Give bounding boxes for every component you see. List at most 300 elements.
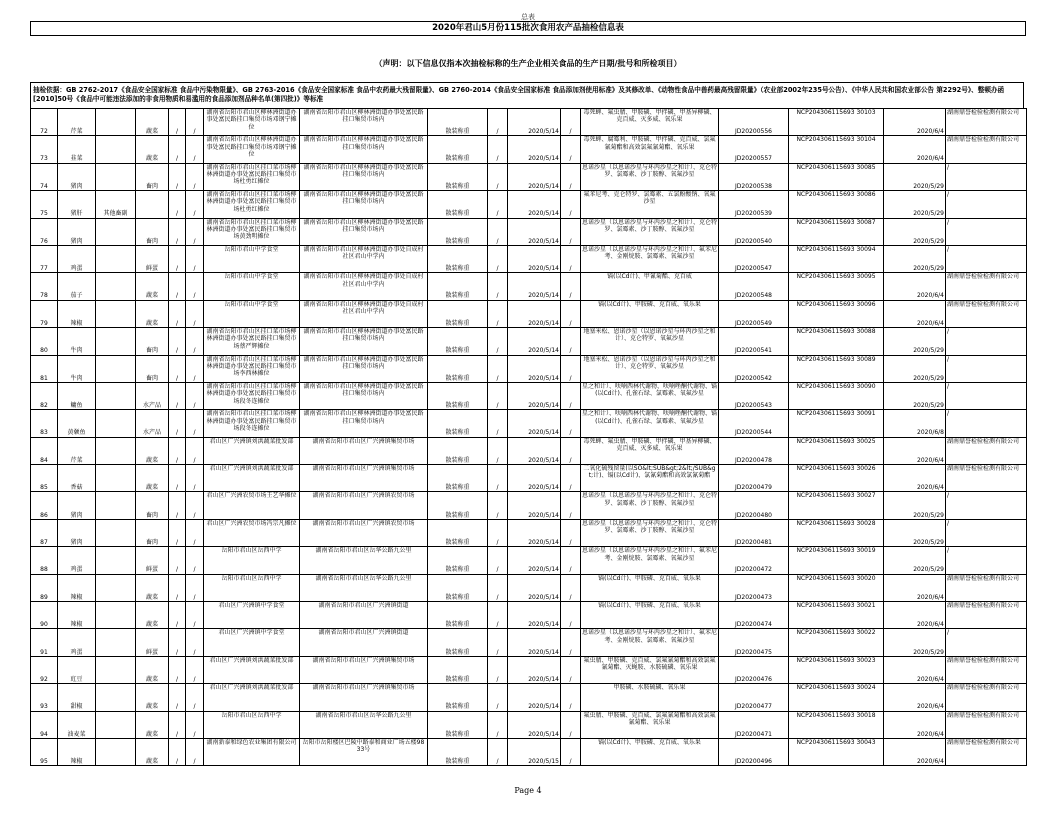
cell-spec	[96, 629, 136, 656]
cell-test-items: 毒死蜱、氟虫腈、甲胺磷、甲拌磷、甲基异柳磷、克百威、灭多威、氧乐果	[581, 437, 719, 464]
cell-date: 2020/5/14	[508, 109, 561, 136]
cell-packaging: 散装称重	[428, 519, 488, 546]
cell-sample-name: 鸡蛋	[58, 245, 96, 272]
cell-number: 80	[31, 328, 58, 355]
cell-report-date: 2020/6/4	[884, 109, 946, 136]
cell-producer: 岳阳市君山区岳西中学	[204, 574, 300, 601]
cell-test-items: 地塞米松、恩诺沙星（以恩诺沙星与环丙沙星之和计）、克仑特罗、氧氟沙星	[581, 328, 719, 355]
cell-report-date: 2020/5/29	[884, 629, 946, 656]
cell-number: 83	[31, 410, 58, 437]
cell-sample-name: 芹菜	[58, 437, 96, 464]
cell-address: 湖南省岳阳市君山区广兴洲镇农贸市场	[300, 519, 428, 546]
cell-brand: /	[169, 574, 186, 601]
cell-producer: 君山区广兴洲镇刘洪蔬菜批发部	[204, 684, 300, 711]
table-row	[31, 519, 1027, 546]
cell-category: 蔬菜	[136, 602, 169, 629]
cell-producer: 岳阳市君山中学食堂	[204, 245, 300, 272]
cell-category	[136, 191, 169, 218]
cell-packaging: 散装称重	[428, 245, 488, 272]
cell-test-items: 恩诺沙星（以恩诺沙星与环丙沙星之和计）、氟苯尼考、金刚烷胺、氯霉素、氧氟沙星	[581, 629, 719, 656]
cell-address: 湖南省岳阳市君山区柳林洲街道办事处富民路挂口集贸市场内	[300, 109, 428, 136]
table-row	[31, 602, 1027, 629]
cell-unit: /	[488, 602, 508, 629]
cell-packaging: 散装称重	[428, 300, 488, 327]
cell-number: 85	[31, 465, 58, 492]
cell-producer: 湖南新泰和绿色农业集团有限公司	[204, 738, 300, 765]
cell-number: 78	[31, 273, 58, 300]
cell-producer: 君山区广兴洲镇刘洪蔬菜批发部	[204, 437, 300, 464]
cell-brand: /	[169, 136, 186, 163]
cell-report-date: 2020/6/8	[884, 410, 946, 437]
cell-test-items: 甲胺磷、水胺硫磷、氧乐果	[581, 684, 719, 711]
cell-sample-code: JD20200547	[719, 245, 789, 272]
cell-number: 79	[31, 300, 58, 327]
cell-packaging: 散装称重	[428, 163, 488, 190]
cell-spec	[96, 136, 136, 163]
cell-sample-name: 猪肉	[58, 492, 96, 519]
cell-brand: /	[169, 163, 186, 190]
cell-report-no: NCP204306115693 30104	[789, 136, 884, 163]
cell-producer: 岳阳市君山中学食堂	[204, 273, 300, 300]
cell-date: 2020/5/14	[508, 355, 561, 382]
cell-brand: /	[169, 328, 186, 355]
cell-sample-code: JD20200538	[719, 163, 789, 190]
cell-address: 湖南省岳阳市君山区广兴洲镇农贸市场	[300, 492, 428, 519]
cell-sample-code: JD20200477	[719, 684, 789, 711]
cell-report-date: 2020/6/4	[884, 602, 946, 629]
cell-category: 水产品	[136, 382, 169, 409]
cell-address: 湖南省岳阳市君山区柳林洲街道办事处富民路挂口集贸市场内	[300, 410, 428, 437]
cell-category: 蔬菜	[136, 273, 169, 300]
cell-model: /	[186, 656, 204, 683]
cell-batch: /	[561, 629, 581, 656]
cell-test-org: 湖南鼎誉检验检测有限公司	[946, 574, 1027, 601]
cell-category: 蔬菜	[136, 136, 169, 163]
cell-batch: /	[561, 355, 581, 382]
cell-report-date: 2020/6/4	[884, 656, 946, 683]
cell-brand: /	[169, 465, 186, 492]
cell-number: 74	[31, 163, 58, 190]
cell-batch: /	[561, 273, 581, 300]
cell-number: 86	[31, 492, 58, 519]
cell-category: 鲜蛋	[136, 547, 169, 574]
cell-test-items: 星之和计）、呋喃西林代谢物、呋喃唑酮代谢物、镉(以Cd计)、孔雀石绿、氯霉素、氧氟沙星	[581, 382, 719, 409]
cell-packaging: 散装称重	[428, 602, 488, 629]
cell-report-date: 2020/6/4	[884, 574, 946, 601]
cell-report-no: NCP204306115693 30043	[789, 738, 884, 765]
cell-unit: /	[488, 492, 508, 519]
cell-spec	[96, 300, 136, 327]
cell-test-items: 恩诺沙星（以恩诺沙星与环丙沙星之和计）、克仑特罗、氯霉素、沙丁胺醇、氧氟沙星	[581, 492, 719, 519]
cell-batch: /	[561, 437, 581, 464]
cell-spec	[96, 273, 136, 300]
cell-batch: /	[561, 328, 581, 355]
cell-number: 81	[31, 355, 58, 382]
cell-spec	[96, 437, 136, 464]
cell-address: 湖南省岳阳市君山区广兴洲镇集贸市场	[300, 684, 428, 711]
cell-brand: /	[169, 218, 186, 245]
cell-address: 湖南省岳阳市君山区广兴洲镇街道	[300, 602, 428, 629]
cell-sample-code: JD20200473	[719, 574, 789, 601]
cell-category: 蔬菜	[136, 300, 169, 327]
cell-brand: /	[169, 245, 186, 272]
cell-brand: /	[169, 355, 186, 382]
table-row	[31, 163, 1027, 190]
page-footer: Page 4	[514, 786, 542, 795]
cell-report-no: NCP204306115693 30087	[789, 218, 884, 245]
cell-date: 2020/5/14	[508, 656, 561, 683]
cell-batch: /	[561, 519, 581, 546]
cell-address: 湖南省岳阳市君山区柳林洲街道办事处富民路挂口集贸市场内	[300, 355, 428, 382]
cell-number: 77	[31, 245, 58, 272]
cell-test-items: 镉(以Cd计)、甲胺磷、克百威、氧乐果	[581, 738, 719, 765]
cell-report-no: NCP204306115693 30090	[789, 382, 884, 409]
cell-date: 2020/5/14	[508, 465, 561, 492]
table-row	[31, 629, 1027, 656]
cell-date: 2020/5/15	[508, 738, 561, 765]
table-row	[31, 711, 1027, 738]
cell-producer: 湖南省岳阳市君山区挂口菜市场柳林洲街道办事处富民路挂口集贸市场段冬连摊位	[204, 410, 300, 437]
cell-model: /	[186, 629, 204, 656]
cell-sample-name: 香菇	[58, 465, 96, 492]
cell-unit: /	[488, 328, 508, 355]
cell-sample-code: JD20200542	[719, 355, 789, 382]
cell-unit: /	[488, 355, 508, 382]
cell-date: 2020/5/14	[508, 602, 561, 629]
cell-brand: /	[169, 602, 186, 629]
cell-test-org: 湖南鼎誉检验检测有限公司	[946, 300, 1027, 327]
cell-report-no: NCP204306115693 30085	[789, 163, 884, 190]
cell-packaging: 散装称重	[428, 684, 488, 711]
cell-producer: 湖南省岳阳市君山区挂口菜市场柳林洲街道办事处富民路挂口集贸市场蔡严辉摊位	[204, 328, 300, 355]
cell-address: 湖南省岳阳市君山区柳林洲街道办事处富民路挂口集贸市场内	[300, 218, 428, 245]
cell-test-items: 恩诺沙星（以恩诺沙星与环丙沙星之和计）、氟苯尼考、金刚烷胺、氯霉素、氧氟沙星	[581, 547, 719, 574]
table-row	[31, 492, 1027, 519]
cell-unit: /	[488, 738, 508, 765]
cell-sample-code: JD20200544	[719, 410, 789, 437]
cell-producer: 君山区广兴洲镇刘洪蔬菜批发部	[204, 656, 300, 683]
cell-report-date: 2020/6/4	[884, 738, 946, 765]
cell-producer: 湖南省岳阳市君山区挂口菜市场柳林洲街道办事处富民路挂口集贸市场黄劲明摊位	[204, 218, 300, 245]
cell-address: 湖南省岳阳市君山区柳林洲街道办事处富民路挂口集贸市场内	[300, 136, 428, 163]
cell-packaging: 散装称重	[428, 711, 488, 738]
cell-brand: /	[169, 492, 186, 519]
table-row	[31, 465, 1027, 492]
cell-number: 82	[31, 382, 58, 409]
cell-sample-code: JD20200479	[719, 465, 789, 492]
cell-category: 水产品	[136, 410, 169, 437]
cell-producer: 湖南省岳阳市君山区挂口菜市场柳林洲街道办事处富民路挂口集贸市场杜勇红摊位	[204, 191, 300, 218]
cell-packaging: 散装称重	[428, 328, 488, 355]
cell-report-no: NCP204306115693 30103	[789, 109, 884, 136]
cell-batch: /	[561, 410, 581, 437]
cell-unit: /	[488, 382, 508, 409]
cell-producer: 岳阳市君山区岳西中学	[204, 711, 300, 738]
cell-date: 2020/5/14	[508, 245, 561, 272]
cell-unit: /	[488, 711, 508, 738]
cell-model: /	[186, 602, 204, 629]
cell-test-org: /	[946, 163, 1027, 190]
cell-brand: /	[169, 410, 186, 437]
cell-date: 2020/5/14	[508, 136, 561, 163]
cell-batch: /	[561, 574, 581, 601]
cell-unit: /	[488, 465, 508, 492]
cell-producer: 湖南省岳阳市君山区柳林洲街道办事处富民路挂口集贸市场邓钢宁摊位	[204, 109, 300, 136]
cell-test-org: 湖南鼎誉检验检测有限公司	[946, 136, 1027, 163]
cell-brand: /	[169, 519, 186, 546]
cell-date: 2020/5/14	[508, 191, 561, 218]
cell-model: /	[186, 574, 204, 601]
cell-date: 2020/5/14	[508, 684, 561, 711]
cell-test-items: 镉(以Cd计)、甲胺磷、克百威、氧乐果	[581, 602, 719, 629]
cell-batch: /	[561, 738, 581, 765]
cell-sample-name: 茄子	[58, 273, 96, 300]
cell-number: 76	[31, 218, 58, 245]
cell-sample-name: 鳙鱼	[58, 382, 96, 409]
cell-report-no: NCP204306115693 30020	[789, 574, 884, 601]
cell-model: /	[186, 465, 204, 492]
cell-test-items: 氟虫腈、甲胺磷、克百威、氯氟氰菊酯和高效氯氟氰菊酯、灭蝇胺、水胺硫磷、氧乐果	[581, 656, 719, 683]
cell-test-org: /	[946, 382, 1027, 409]
cell-address: 湖南省岳阳市君山区柳林洲街道办事处富民路挂口集贸市场内	[300, 191, 428, 218]
cell-report-no: NCP204306115693 30019	[789, 547, 884, 574]
cell-report-no: NCP204306115693 30096	[789, 300, 884, 327]
cell-date: 2020/5/14	[508, 574, 561, 601]
cell-packaging: 散装称重	[428, 136, 488, 163]
cell-model: /	[186, 300, 204, 327]
cell-packaging: 散装称重	[428, 218, 488, 245]
cell-date: 2020/5/14	[508, 410, 561, 437]
cell-test-items: 恩诺沙星（以恩诺沙星与环丙沙星之和计）、克仑特罗、氯霉素、沙丁胺醇、氧氟沙星	[581, 163, 719, 190]
cell-report-no: NCP204306115693 30091	[789, 410, 884, 437]
cell-model: /	[186, 492, 204, 519]
document-title: 2020年君山5月份115批次食用农产品抽检信息表	[30, 21, 1026, 36]
cell-producer: 湖南省岳阳市君山区挂口菜市场柳林洲街道办事处富民路挂口集贸市场段冬连摊位	[204, 382, 300, 409]
cell-category: 蔬菜	[136, 437, 169, 464]
table-row	[31, 382, 1027, 409]
cell-report-date: 2020/5/29	[884, 328, 946, 355]
cell-report-no: NCP204306115693 30094	[789, 245, 884, 272]
cell-sample-code: JD20200480	[719, 492, 789, 519]
cell-unit: /	[488, 519, 508, 546]
cell-test-items: 恩诺沙星（以恩诺沙星与环丙沙星之和计）、克仑特罗、氯霉素、沙丁胺醇、氧氟沙星	[581, 519, 719, 546]
cell-model: /	[186, 136, 204, 163]
cell-sample-name: 黄颡鱼	[58, 410, 96, 437]
cell-sample-name: 油麦菜	[58, 711, 96, 738]
cell-model: /	[186, 437, 204, 464]
cell-date: 2020/5/14	[508, 547, 561, 574]
cell-test-org: /	[946, 519, 1027, 546]
cell-batch: /	[561, 656, 581, 683]
cell-address: 湖南省岳阳市君山区柳林洲街道办事处富民路挂口集贸市场内	[300, 328, 428, 355]
cell-number: 73	[31, 136, 58, 163]
cell-sample-name: 鸡蛋	[58, 629, 96, 656]
declaration-note: （声明：以下信息仅指本次抽检标称的生产企业相关食品的生产日期/批号和所检项目）	[374, 59, 682, 68]
cell-batch: /	[561, 191, 581, 218]
cell-test-items: 镉(以Cd计)、甲胺磷、克百威、氧乐果	[581, 300, 719, 327]
cell-category: 蔬菜	[136, 711, 169, 738]
cell-category: 畜肉	[136, 163, 169, 190]
cell-address: 湖南省岳阳市君山区岳华公路九公里	[300, 547, 428, 574]
cell-sample-code: JD20200475	[719, 629, 789, 656]
cell-packaging: 散装称重	[428, 410, 488, 437]
cell-sample-name: 猪肉	[58, 218, 96, 245]
cell-unit: /	[488, 300, 508, 327]
cell-date: 2020/5/14	[508, 163, 561, 190]
cell-sample-code: JD20200540	[719, 218, 789, 245]
cell-producer: 湖南省岳阳市君山区挂口菜市场柳林洲街道办事处富民路挂口集贸市场李西林摊位	[204, 355, 300, 382]
cell-number: 91	[31, 629, 58, 656]
cell-sample-name: 牛肉	[58, 355, 96, 382]
cell-sample-name: 辣椒	[58, 602, 96, 629]
cell-test-items: 星之和计）、呋喃西林代谢物、呋喃唑酮代谢物、镉(以Cd计)、孔雀石绿、氯霉素、氧氟沙星	[581, 410, 719, 437]
cell-batch: /	[561, 602, 581, 629]
cell-unit: /	[488, 437, 508, 464]
cell-test-items: 氟虫腈、甲胺磷、克百威、氯氟氰菊酯和高效氯氟氰菊酯、氧乐果	[581, 711, 719, 738]
cell-report-no: NCP204306115693 30025	[789, 437, 884, 464]
cell-model: /	[186, 328, 204, 355]
cell-test-items: 二氧化硫残留量(以SO&lt;SUB&gt;2&lt;/SUB&gt;计)、镉(以Cd计)、氯氰菊酯和高效氯氰菊酯	[581, 465, 719, 492]
cell-model: /	[186, 245, 204, 272]
cell-report-no: NCP204306115693 30024	[789, 684, 884, 711]
cell-test-org: 湖南鼎誉检验检测有限公司	[946, 465, 1027, 492]
cell-test-org: 湖南鼎誉检验检测有限公司	[946, 684, 1027, 711]
cell-address: 湖南省岳阳市君山区岳华公路九公里	[300, 574, 428, 601]
cell-number: 89	[31, 574, 58, 601]
cell-sample-code: JD20200496	[719, 738, 789, 765]
cell-producer: 君山区广兴洲农贸市场冯宗凡摊位	[204, 519, 300, 546]
cell-report-no: NCP204306115693 30095	[789, 273, 884, 300]
table-row	[31, 136, 1027, 163]
cell-batch: /	[561, 547, 581, 574]
cell-sample-name: 鸡蛋	[58, 547, 96, 574]
cell-report-no: NCP204306115693 30022	[789, 629, 884, 656]
cell-date: 2020/5/14	[508, 492, 561, 519]
table-body	[31, 109, 1027, 766]
table-row	[31, 410, 1027, 437]
cell-test-org: /	[946, 629, 1027, 656]
cell-batch: /	[561, 109, 581, 136]
cell-test-org: /	[946, 218, 1027, 245]
cell-batch: /	[561, 382, 581, 409]
cell-brand: /	[169, 191, 186, 218]
cell-report-date: 2020/5/29	[884, 245, 946, 272]
cell-model: /	[186, 109, 204, 136]
inspection-table	[30, 108, 1027, 766]
cell-spec	[96, 328, 136, 355]
cell-producer: 岳阳市君山区岳西中学	[204, 547, 300, 574]
cell-report-no: NCP204306115693 30026	[789, 465, 884, 492]
cell-address: 湖南省岳阳市君山区柳林洲街道办事处自成村社区君山中学内	[300, 245, 428, 272]
cell-spec	[96, 218, 136, 245]
cell-category: 畜肉	[136, 218, 169, 245]
cell-address: 湖南省岳阳市君山区广兴洲镇集贸市场	[300, 465, 428, 492]
cell-spec	[96, 684, 136, 711]
cell-unit: /	[488, 163, 508, 190]
cell-test-items: 毒死蜱、氟虫腈、甲胺磷、甲拌磷、甲基异柳磷、克百威、灭多威、氧乐果	[581, 109, 719, 136]
cell-report-date: 2020/5/29	[884, 355, 946, 382]
cell-test-items: 镉(以Cd计)、甲氰菊酯、克百威	[581, 273, 719, 300]
cell-producer: 君山区广兴洲镇中学食堂	[204, 602, 300, 629]
cell-brand: /	[169, 711, 186, 738]
cell-report-date: 2020/5/29	[884, 163, 946, 190]
cell-category: 蔬菜	[136, 465, 169, 492]
cell-address: 湖南省岳阳市君山区柳林洲街道办事处富民路挂口集贸市场内	[300, 382, 428, 409]
cell-test-org: /	[946, 492, 1027, 519]
cell-spec	[96, 519, 136, 546]
cell-spec	[96, 547, 136, 574]
cell-brand: /	[169, 273, 186, 300]
cell-category: 蔬菜	[136, 656, 169, 683]
cell-report-no: NCP204306115693 30027	[789, 492, 884, 519]
cell-date: 2020/5/14	[508, 273, 561, 300]
cell-report-no: NCP204306115693 30018	[789, 711, 884, 738]
cell-sample-name: 辣椒	[58, 574, 96, 601]
cell-report-date: 2020/5/29	[884, 191, 946, 218]
cell-batch: /	[561, 136, 581, 163]
cell-packaging: 散装称重	[428, 273, 488, 300]
cell-batch: /	[561, 245, 581, 272]
cell-test-org: 湖南鼎誉检验检测有限公司	[946, 109, 1027, 136]
table-row	[31, 684, 1027, 711]
cell-category: 蔬菜	[136, 684, 169, 711]
cell-spec	[96, 602, 136, 629]
cell-report-date: 2020/5/29	[884, 492, 946, 519]
cell-packaging: 散装称重	[428, 738, 488, 765]
cell-address: 湖南省岳阳市君山区广兴洲镇集贸市场	[300, 437, 428, 464]
cell-report-no: NCP204306115693 30086	[789, 191, 884, 218]
cell-batch: /	[561, 300, 581, 327]
cell-packaging: 散装称重	[428, 191, 488, 218]
cell-date: 2020/5/14	[508, 711, 561, 738]
cell-report-date: 2020/6/4	[884, 273, 946, 300]
table-row	[31, 328, 1027, 355]
cell-category: 鲜蛋	[136, 629, 169, 656]
cell-test-org: 湖南鼎誉检验检测有限公司	[946, 738, 1027, 765]
cell-test-items: 恩诺沙星（以恩诺沙星与环丙沙星之和计）、克仑特罗、氯霉素、沙丁胺醇、氧氟沙星	[581, 218, 719, 245]
cell-spec	[96, 109, 136, 136]
cell-test-org: /	[946, 245, 1027, 272]
cell-brand: /	[169, 109, 186, 136]
cell-test-org: /	[946, 191, 1027, 218]
cell-date: 2020/5/14	[508, 629, 561, 656]
cell-sample-code: JD20200543	[719, 382, 789, 409]
cell-test-org: /	[946, 410, 1027, 437]
cell-category: 畜肉	[136, 328, 169, 355]
cell-sample-code: JD20200478	[719, 437, 789, 464]
cell-model: /	[186, 410, 204, 437]
cell-brand: /	[169, 656, 186, 683]
cell-number: 95	[31, 738, 58, 765]
cell-report-date: 2020/6/4	[884, 136, 946, 163]
cell-spec: 其他畜副	[96, 191, 136, 218]
cell-sample-code: JD20200539	[719, 191, 789, 218]
cell-sample-name: 甜椒	[58, 684, 96, 711]
cell-packaging: 散装称重	[428, 492, 488, 519]
cell-unit: /	[488, 629, 508, 656]
cell-model: /	[186, 191, 204, 218]
cell-sample-name: 牛肉	[58, 328, 96, 355]
cell-number: 84	[31, 437, 58, 464]
cell-sample-code: JD20200557	[719, 136, 789, 163]
cell-spec	[96, 656, 136, 683]
cell-model: /	[186, 547, 204, 574]
cell-category: 畜肉	[136, 492, 169, 519]
cell-report-date: 2020/6/4	[884, 300, 946, 327]
cell-test-org: 湖南鼎誉检验检测有限公司	[946, 273, 1027, 300]
cell-sample-code: JD20200476	[719, 656, 789, 683]
cell-brand: /	[169, 629, 186, 656]
